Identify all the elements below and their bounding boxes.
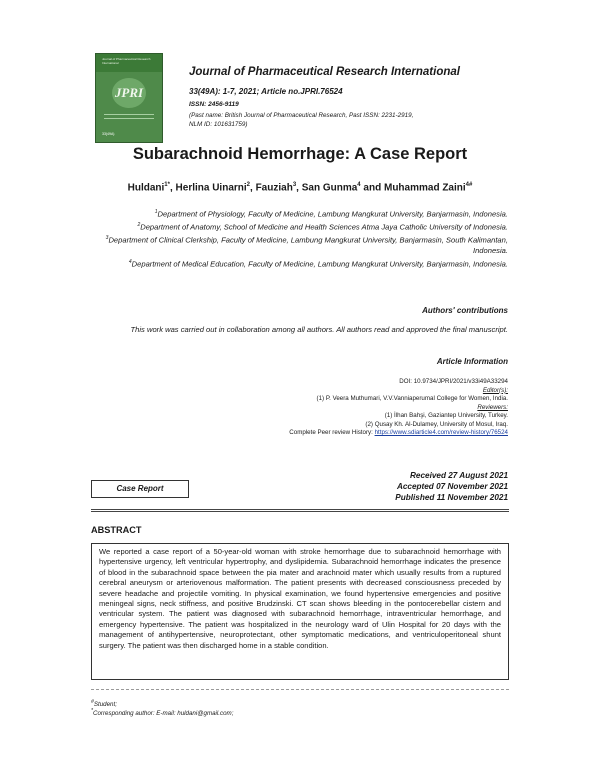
- author-name: Fauziah: [255, 182, 293, 194]
- affiliation: $^2$Department of Anatomy, School of Medicine and Health Sciences Atma Jaya Catholic University of Indonesia.: [137, 222, 508, 232]
- reviewer-entry: (2) Qusay Kh. Al-Dulamey, University of Mosul, Iraq.: [365, 420, 508, 428]
- abstract-heading: ABSTRACT: [91, 525, 142, 535]
- published-date: Published 11 November 2021: [395, 493, 508, 502]
- affiliation: $^1$Department of Physiology, Faculty of Medicine, Lambung Mangkurat University, Banjarmasin, Indonesia.: [154, 209, 508, 219]
- journal-name: Journal of Pharmaceutical Research International: [189, 66, 460, 78]
- footnote-divider: [91, 689, 509, 690]
- author-name: San Gunma: [301, 182, 358, 194]
- volume-info: 33(49A): 1-7, 2021; Article no.JPRI.76524: [189, 87, 343, 96]
- publication-dates: [395, 470, 508, 503]
- issn: ISSN: 2456-9119: [189, 101, 239, 108]
- contributions-heading: Authors' contributions: [422, 306, 508, 315]
- article-info-heading: Article Information: [436, 357, 508, 366]
- editors-label: Editor(s):: [482, 386, 508, 394]
- cover-volume: 33(49A): [102, 132, 115, 136]
- divider: [91, 509, 509, 510]
- abstract-text: We reported a case report of a 50-year-old woman with stroke hemorrhage due to subarachnoid hemorrhage with hypertensive urgency, left ventricular hypertrophy, and dyslipidemia. Subarachnoid hemorrhage indicates the presence of blood in the subarachnoid space between the pia mater and arachnoid mater which usually results from a ruptured cerebral aneurysm or arteriovenous malformation. The patient presents with decreased consciousness preceded by severe headache and projectile vomiting. In physical examination, we found hypertensive emergencies and positive meningeal signs, neck stiffness, and positive Brudzinski. CT scan shows bleeding in the pontocerebellar cistern and ventricular system. The patient was diagnosed with subarachnoid hemorrhage, intraventricular hemorrhage, and emergency hypertensive. The patient was hospitalized in the neurology ward of Ulin Hospital for 20 days with the management of antihypertensive, neuroprotectant, other symptomatic medications, and ventriculoperitoneal shunt surgery. The patient was then discharged home in a stable condition.: [91, 543, 509, 680]
- contributions-text: This work was carried out in collaboration among all authors. All authors read and approved the final manuscript.: [130, 325, 508, 334]
- accepted-date: Accepted 07 November 2021: [396, 482, 508, 491]
- cover-divider: [104, 118, 154, 119]
- journal-cover-image: [95, 53, 163, 143]
- cover-divider: [104, 114, 154, 115]
- footnote-student: #Student;: [91, 699, 117, 709]
- affiliation: $^4$Department of Medical Education, Faculty of Medicine, Lambung Mangkurat University, Banjarmasin, Indonesia.: [128, 258, 508, 269]
- article-info: [88, 378, 508, 438]
- author-name: Muhammad Zaini: [383, 182, 466, 194]
- received-date: Received 27 August 2021: [410, 471, 508, 480]
- doi: DOI: 10.9734/JPRI/2021/v33i49A33294: [399, 378, 508, 385]
- footnote-corresponding: *Corresponding author: E-mail: huldani@gmail.com;: [91, 708, 234, 718]
- cover-band: Journal of Pharmaceutical Research International: [96, 54, 162, 72]
- cover-logo: JPRI: [112, 78, 146, 108]
- review-history: Complete Peer review History: https://www.sdiarticle4.com/review-history/76524: [289, 429, 508, 436]
- author-name: Herlina Uinarni: [175, 182, 247, 194]
- affiliation: $^3$Department of Clinical Clerkship, Faculty of Medicine, Lambung Mangkurat University, Banjarmasin, South Kalimantan, Indonesia.: [105, 235, 508, 256]
- article-type-badge: Case Report: [91, 480, 189, 498]
- reviewer-entry: (1) İlhan Bahşi, Gaziantep University, Turkey.: [384, 412, 508, 419]
- editor-entry: (1) P. Veera Muthumari, V.V.Vanniaperumal College for Women, India.: [316, 395, 508, 402]
- article-title: Subarachnoid Hemorrhage: A Case Report: [132, 145, 468, 163]
- review-history-link[interactable]: https://www.sdiarticle4.com/review-history/76524: [374, 429, 508, 436]
- author-list: Huldani$^{1*}$, Herlina Uinarni$^2$, Fauziah$^3$, San Gunma$^4$ and Muhammad Zaini$^{4\#}$: [127, 182, 473, 194]
- reviewers-label: Reviewers:: [477, 403, 508, 411]
- corresponding-email[interactable]: huldani@gmail.com;: [177, 710, 234, 718]
- divider: [91, 511, 509, 512]
- past-name: (Past name: British Journal of Pharmaceutical Research, Past ISSN: 2231-2919, NLM ID: 101631759): [189, 112, 414, 128]
- author-name: Huldani: [127, 182, 165, 194]
- affiliations: [78, 207, 508, 270]
